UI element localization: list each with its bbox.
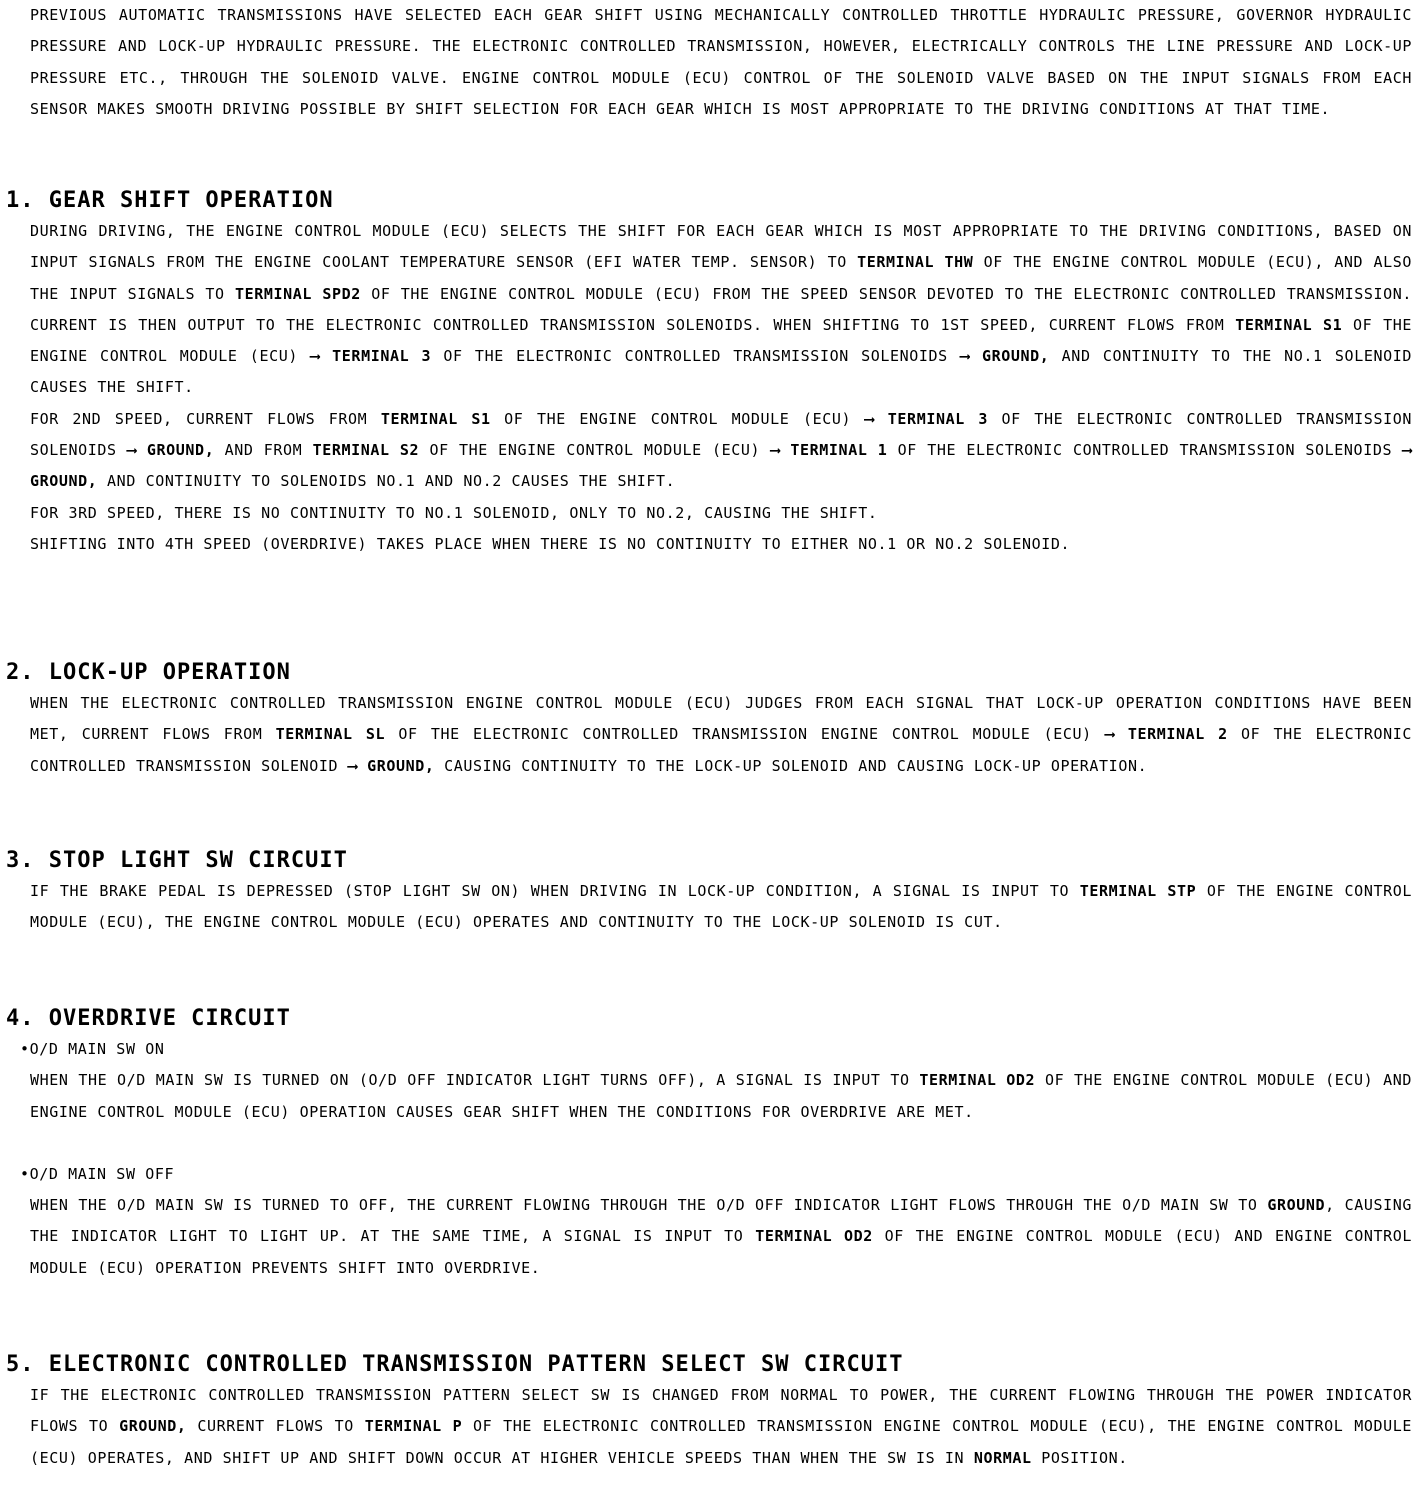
section-body <box>30 216 1412 560</box>
section-stop-light <box>6 846 1412 939</box>
od-main-sw-on-paragraph: WHEN THE O/D MAIN SW IS TURNED ON (O/D OFF INDICATOR LIGHT TURNS OFF), A SIGNAL IS INPUT TO TERMINAL OD2 OF THE ENGINE CONTROL MODULE (ECU) AND ENGINE CONTROL MODULE (ECU) OPERATION CAUSES GEAR SHIFT WHEN THE CONDITIONS FOR OVERDRIVE ARE MET. <box>30 1071 1412 1121</box>
gear-shift-paragraph-2: FOR 2ND SPEED, CURRENT FLOWS FROM TERMINAL S1 OF THE ENGINE CONTROL MODULE (ECU) ⟶ TERMINAL 3 OF THE ELECTRONIC CONTROLLED TRANSMISSION SOLENOIDS ⟶ GROUND, AND FROM TERMINAL S2 OF THE ENGINE CONTROL MODULE (ECU) ⟶ TERMINAL 1 OF THE ELECTRONIC CONTROLLED TRANSMISSION SOLENOIDS ⟶ GROUND, AND CONTINUITY TO SOLENOIDS NO.1 AND NO.2 CAUSES THE SHIFT. <box>30 409 1413 491</box>
section-body <box>30 1380 1412 1474</box>
gear-shift-paragraph-4: SHIFTING INTO 4TH SPEED (OVERDRIVE) TAKES PLACE WHEN THERE IS NO CONTINUITY TO EITHER NO.1 OR NO.2 SOLENOID. <box>30 534 1071 553</box>
arrow-icon: ⟶ <box>960 347 970 366</box>
lock-up-paragraph: WHEN THE ELECTRONIC CONTROLLED TRANSMISSION ENGINE CONTROL MODULE (ECU) JUDGES FROM EACH SIGNAL THAT LOCK-UP OPERATION CONDITIONS HAVE BEEN MET, CURRENT FLOWS FROM TERMINAL SL OF THE ELECTRONIC CONTROLLED TRANSMISSION ENGINE CONTROL MODULE (ECU) ⟶ TERMINAL 2 OF THE ELECTRONIC CONTROLLED TRANSMISSION SOLENOID ⟶ GROUND, CAUSING CONTINUITY TO THE LOCK-UP SOLENOID AND CAUSING LOCK-UP OPERATION. <box>30 694 1412 775</box>
section-body <box>30 688 1412 782</box>
section-heading: 2. LOCK-UP OPERATION <box>6 660 291 685</box>
arrow-icon: ⟶ <box>864 409 875 428</box>
section-pattern-select <box>6 1350 1412 1474</box>
pattern-select-paragraph: IF THE ELECTRONIC CONTROLLED TRANSMISSION PATTERN SELECT SW IS CHANGED FROM NORMAL TO POWER, THE CURRENT FLOWING THROUGH THE POWER INDICATOR FLOWS TO GROUND, CURRENT FLOWS TO TERMINAL P OF THE ELECTRONIC CONTROLLED TRANSMISSION ENGINE CONTROL MODULE (ECU), THE ENGINE CONTROL MODULE (ECU) OPERATES, AND SHIFT UP AND SHIFT DOWN OCCUR AT HIGHER VEHICLE SPEEDS THAN WHEN THE SW IS IN NORMAL POSITION. <box>30 1386 1413 1467</box>
section-heading: 1. GEAR SHIFT OPERATION <box>6 188 334 213</box>
section-heading: 5. ELECTRONIC CONTROLLED TRANSMISSION PATTERN SELECT SW CIRCUIT <box>6 1352 904 1377</box>
section-lock-up <box>6 658 1412 782</box>
stop-light-paragraph: IF THE BRAKE PEDAL IS DEPRESSED (STOP LIGHT SW ON) WHEN DRIVING IN LOCK-UP CONDITION, A SIGNAL IS INPUT TO TERMINAL STP OF THE ENGINE CONTROL MODULE (ECU), THE ENGINE CONTROL MODULE (ECU) OPERATES AND CONTINUITY TO THE LOCK-UP SOLENOID IS CUT. <box>30 882 1412 932</box>
section-gear-shift <box>6 186 1412 560</box>
gear-shift-paragraph-1: DURING DRIVING, THE ENGINE CONTROL MODULE (ECU) SELECTS THE SHIFT FOR EACH GEAR WHICH IS MOST APPROPRIATE TO THE DRIVING CONDITIONS, BASED ON INPUT SIGNALS FROM THE ENGINE COOLANT TEMPERATURE SENSOR (EFI WATER TEMP. SENSOR) TO TERMINAL THW OF THE ENGINE CONTROL MODULE (ECU), AND ALSO THE INPUT SIGNALS TO TERMINAL SPD2 OF THE ENGINE CONTROL MODULE (ECU) FROM THE SPEED SENSOR DEVOTED TO THE ELECTRONIC CONTROLLED TRANSMISSION. CURRENT IS THEN OUTPUT TO THE ELECTRONIC CONTROLLED TRANSMISSION SOLENOIDS. WHEN SHIFTING TO 1ST SPEED, CURRENT FLOWS FROM TERMINAL S1 OF THE ENGINE CONTROL MODULE (ECU) ⟶ TERMINAL 3 OF THE ELECTRONIC CONTROLLED TRANSMISSION SOLENOIDS ⟶ GROUND, AND CONTINUITY TO THE NO.1 SOLENOID CAUSES THE SHIFT. <box>30 222 1412 397</box>
section-body <box>30 1190 1412 1284</box>
arrow-icon: ⟶ <box>770 441 781 460</box>
section-overdrive <box>6 1004 1412 1284</box>
od-main-sw-on-label: •O/D MAIN SW ON <box>20 1040 165 1058</box>
intro-paragraph: PREVIOUS AUTOMATIC TRANSMISSIONS HAVE SELECTED EACH GEAR SHIFT USING MECHANICALLY CONTROLLED THROTTLE HYDRAULIC PRESSURE, GOVERNOR HYDRAULIC PRESSURE AND LOCK-UP HYDRAULIC PRESSURE. THE ELECTRONIC CONTROLLED TRANSMISSION, HOWEVER, ELECTRICALLY CONTROLS THE LINE PRESSURE AND LOCK-UP PRESSURE ETC., THROUGH THE SOLENOID VALVE. ENGINE CONTROL MODULE (ECU) CONTROL OF THE SOLENOID VALVE BASED ON THE INPUT SIGNALS FROM EACH SENSOR MAKES SMOOTH DRIVING POSSIBLE BY SHIFT SELECTION FOR EACH GEAR WHICH IS MOST APPROPRIATE TO THE DRIVING CONDITIONS AT THAT TIME. <box>30 6 1412 118</box>
arrow-icon: ⟶ <box>1402 441 1413 460</box>
section-body <box>30 1065 1412 1128</box>
arrow-icon: ⟶ <box>1105 725 1115 744</box>
arrow-icon: ⟶ <box>347 756 358 775</box>
gear-shift-paragraph-3: FOR 3RD SPEED, THERE IS NO CONTINUITY TO NO.1 SOLENOID, ONLY TO NO.2, CAUSING THE SHIFT. <box>30 503 878 522</box>
section-heading: 4. OVERDRIVE CIRCUIT <box>6 1006 291 1031</box>
section-body <box>30 876 1412 939</box>
arrow-icon: ⟶ <box>310 347 320 366</box>
section-heading: 3. STOP LIGHT SW CIRCUIT <box>6 848 348 873</box>
od-main-sw-off-label: •O/D MAIN SW OFF <box>20 1164 175 1183</box>
od-main-sw-off-paragraph: WHEN THE O/D MAIN SW IS TURNED TO OFF, THE CURRENT FLOWING THROUGH THE O/D OFF INDICATOR LIGHT FLOWS THROUGH THE O/D MAIN SW TO GROUND, CAUSING THE INDICATOR LIGHT TO LIGHT UP. AT THE SAME TIME, A SIGNAL IS INPUT TO TERMINAL OD2 OF THE ENGINE CONTROL MODULE (ECU) AND ENGINE CONTROL MODULE (ECU) OPERATION PREVENTS SHIFT INTO OVERDRIVE. <box>30 1196 1412 1277</box>
arrow-icon: ⟶ <box>126 441 137 460</box>
